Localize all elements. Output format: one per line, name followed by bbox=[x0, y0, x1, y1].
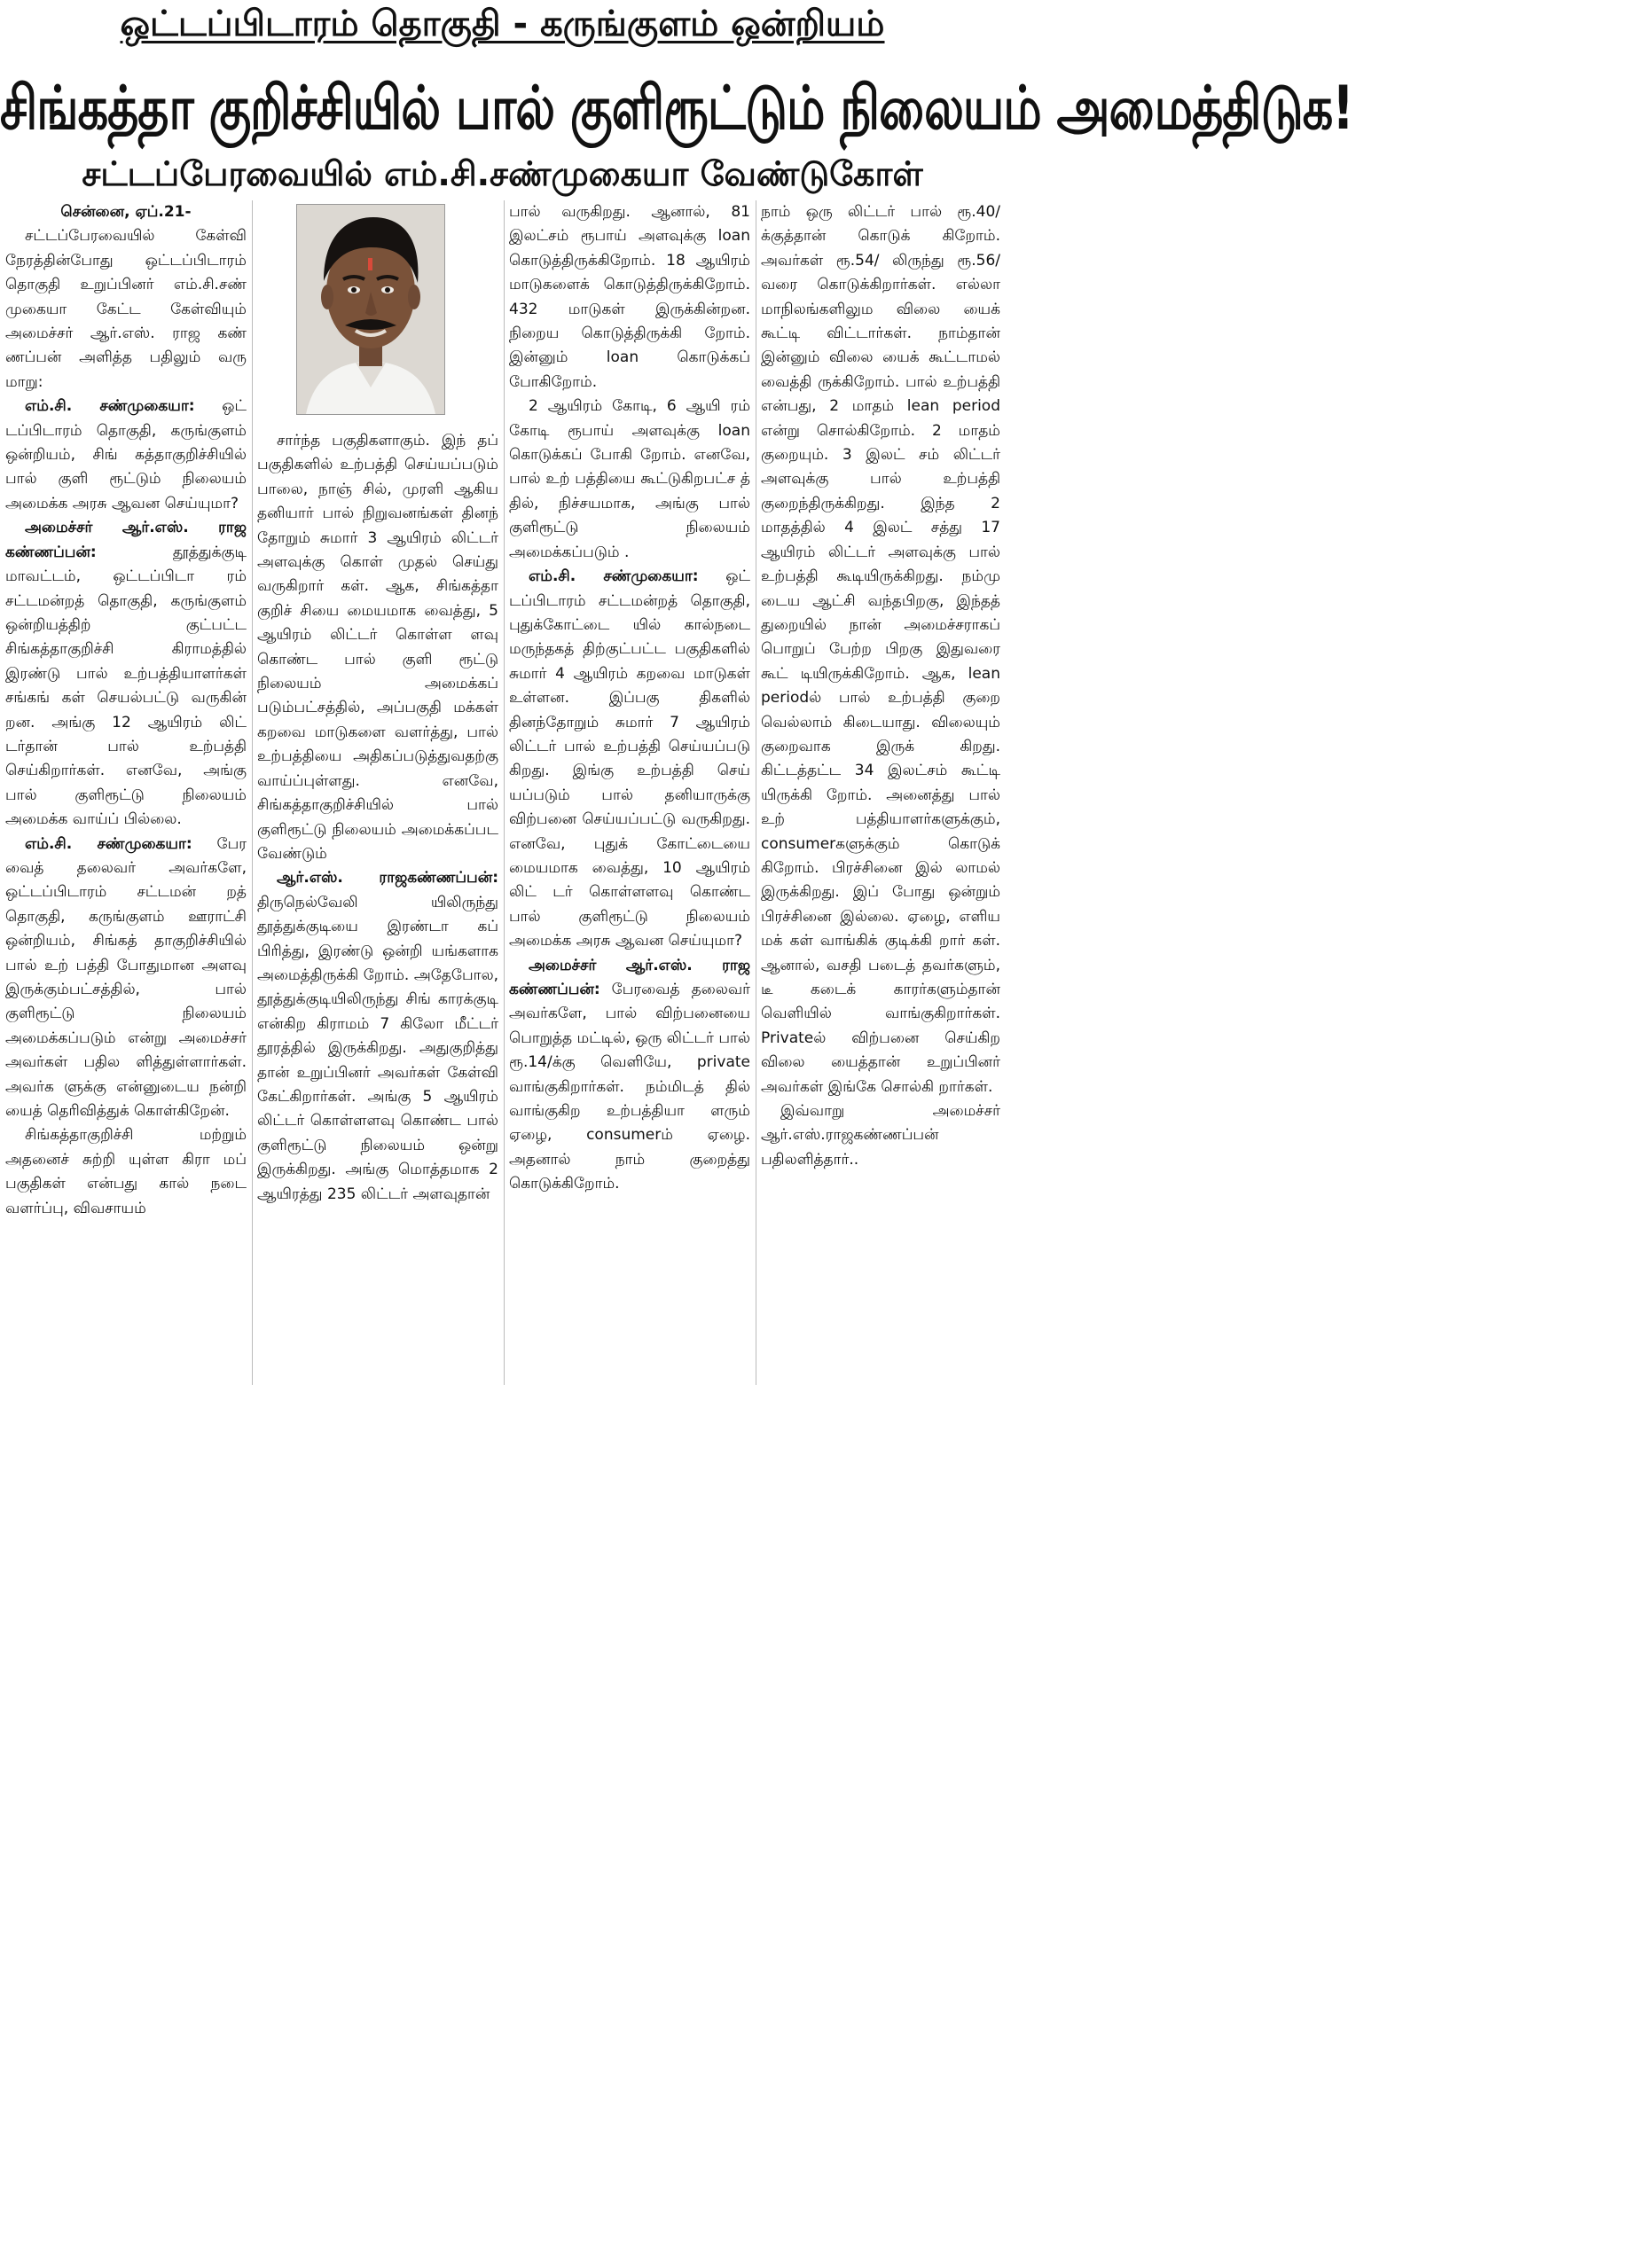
body-paragraph: 2 ஆயிரம் கோடி, 6 ஆயி ரம் கோடி ரூபாய் அளவுக்கு loan கொடுக்கப் போகி றோம். எனவே, பால் உற் பத்தியை கூட்டுகிறபட்ச த் தில், நிச்சயமாக, அங்கு பால் குளிரூட்டு நிலையம் அமைக்கப்படும் . bbox=[509, 397, 750, 561]
paragraph-text: தூத்துக்குடி மாவட்டம், ஒட்டப்பிடா ரம் சட்டமன்றத் தொகுதி, கருங்குளம் ஒன்றியத்திற் குட்பட்ட சிங்கத்தாகுறிச்சி கிராமத்தில் இரண்டு பால் உற்பத்தியாளர்கள் சங்கங் கள் செயல்பட்டு வருகின் றன. அங்கு 12 ஆயிரம் லிட் டர்தான் பால் உற்பத்தி செய்கிறார்கள். எனவே, அங்கு பால் குளிரூட்டு நிலையம் அமைக்க வாய்ப் பில்லை. bbox=[5, 543, 247, 829]
question-paragraph bbox=[509, 565, 750, 954]
answer-paragraph bbox=[257, 866, 498, 1207]
column-divider bbox=[252, 200, 253, 1385]
paragraph-text: பேரவைத் தலைவர் அவர்களே, பால் விற்பனையை பொறுத்த மட்டில், ஒரு லிட்டர் பால் ரூ.14/க்கு வெளியே, private வாங்குகிறார்கள். நம்மிடத் தில் வாங்குகிற உற்பத்தியா ளரும் ஏழை, consumerம் ஏழை. அதனால் நாம் குறைத்து கொடுக்கிறோம். bbox=[509, 981, 750, 1193]
body-paragraph: பால் வருகிறது. ஆனால், 81 இலட்சம் ரூபாய் அளவுக்கு loan கொடுத்திருக்கிறோம். 18 ஆயிரம் மாடுகளைக் கொடுத்திருக்கிறோம். 432 மாடுகள் இருக்கின்றன. நிறைய கொடுத்திருக்கி றோம். இன்னும் loan கொடுக்கப் போகிறோம். bbox=[509, 203, 750, 391]
speaker-label: அமைச்சர் ஆர்.எஸ். ராஜ கண்ணப்பன்: bbox=[5, 519, 247, 561]
headline: சிங்கத்தா குறிச்சியில் பால் குளிரூட்டும் நிலையம் அமைத்திடுக! bbox=[0, 73, 1353, 144]
article-column-3 bbox=[509, 200, 750, 1385]
speaker-label: ஆர்.எஸ். ராஜகண்ணப்பன்: bbox=[277, 869, 498, 888]
article-column-2 bbox=[257, 429, 498, 1385]
kicker-line bbox=[0, 2, 1005, 46]
speaker-label: எம்.சி. சண்முகையா: bbox=[529, 567, 699, 586]
portrait-illustration bbox=[297, 205, 444, 414]
article-column-1 bbox=[5, 200, 247, 1385]
paragraph-text: பேர வைத் தலைவர் அவர்களே, ஒட்டப்பிடாரம் சட்டமன் றத் தொகுதி, கருங்குளம் ஊராட்சி ஒன்றியம், சிங்கத் தாகுறிச்சியில் பால் உற் பத்தி போதுமான அளவு இருக்கும்பட்சத்தில், பால் குளிரூட்டு நிலையம் அமைக்கப்படும் என்று அமைச்சர் அவர்கள் பதில ளித்துள்ளார்கள். அவர்க ளுக்கு என்னுடைய நன்றி யைத் தெரிவித்துக் கொள்கிறேன். bbox=[5, 834, 247, 1121]
dateline: சென்னை, ஏப்.21- bbox=[60, 203, 192, 221]
portrait-photo bbox=[296, 204, 445, 415]
speaker-label: அமைச்சர் ஆர்.எஸ். ராஜ கண்ணப்பன்: bbox=[509, 956, 750, 998]
paragraph-text: திருநெல்வேலி யிலிருந்து தூத்துக்குடியை இரண்டா கப் பிரித்து, இரண்டு ஒன்றி யங்களாக அமைத்திருக்கி றோம். அதேபோல, தூத்துக்குடியிலிருந்து சிங் காரக்குடி என்கிற கிராமம் 7 கிலோ மீட்டர் தூரத்தில் இருக்கிறது. அதுகுறித்து தான் உறுப்பினர் அவர்கள் கேள்வி கேட்கிறார்கள். அங்கு 5 ஆயிரம் லிட்டர் கொள்ளளவு கொண்ட பால் குளிரூட்டு நிலையம் ஒன்று இருக்கிறது. அங்கு மொத்தமாக 2 ஆயிரத்து 235 லிட்டர் அளவுதான் bbox=[257, 893, 498, 1203]
paragraph-text: ஒட் டப்பிடாரம் தொகுதி, கருங்குளம் ஒன்றியம், சிங் கத்தாகுறிச்சியில் பால் குளி ரூட்டும் நிலையம் அமைக்க அரசு ஆவன செய்யுமா? bbox=[5, 397, 247, 512]
subheadline: சட்டப்பேரவையில் எம்.சி.சண்முகையா வேண்டுகோள் bbox=[82, 154, 923, 193]
question-paragraph bbox=[5, 833, 247, 1124]
article-column-4 bbox=[761, 200, 1000, 1385]
answer-paragraph bbox=[509, 954, 750, 1197]
speaker-label: எம்.சி. சண்முகையா: bbox=[25, 834, 192, 853]
column-divider bbox=[504, 200, 505, 1385]
answer-paragraph bbox=[5, 516, 247, 832]
question-paragraph bbox=[5, 395, 247, 516]
body-paragraph: சிங்கத்தாகுறிச்சி மற்றும் அதனைச் சுற்றி யுள்ள கிரா மப் பகுதிகள் என்பது கால் நடை வளர்ப்பு, விவசாயம் bbox=[5, 1126, 247, 1217]
closing-paragraph: இவ்வாறு அமைச்சர் ஆர்.எஸ்.ராஜகண்ணப்பன் பதிலளித்தார்.. bbox=[761, 1102, 1000, 1169]
body-paragraph: நாம் ஒரு லிட்டர் பால் ரூ.40/க்குத்தான் கொடுக் கிறோம். அவர்கள் ரூ.54/ லிருந்து ரூ.56/ வரை கொடுக்கிறார்கள். எல்லா மாநிலங்களிலும விலை யைக் கூட்டி விட்டார்கள். நாம்தான் இன்னும் விலை யைக் கூட்டாமல் வைத்தி ருக்கிறோம். பால் உற்பத்தி என்பது, 2 மாதம் lean period என்று சொல்கிறோம். 2 மாதம் குறையும். 3 இலட் சம் லிட்டர் அளவுக்கு பால் உற்பத்தி குறைந்திருக்கிறது. இந்த 2 மாதத்தில் 4 இலட் சத்து 17 ஆயிரம் லிட்டர் அளவுக்கு பால் உற்பத்தி கூடியிருக்கிறது. நம்மு டைய ஆட்சி வந்தபிறகு, இந்தத் துறையில் நான் அமைச்சராகப் பொறுப் பேற்ற பிறகு இதுவரை கூட் டியிருக்கிறோம். ஆக, lean periodல் பால் உற்பத்தி குறை வெல்லாம் கிடையாது. விலையும் குறைவாக இருக் கிறது. கிட்டத்தட்ட 34 இலட்சம் கூட்டி யிருக்கி றோம். அனைத்து பால் உற் பத்தியாளர்களுக்கும், consumerகளுக்கும் கொடுக் கிறோம். பிரச்சினை இல் லாமல் இருக்கிறது. இப் போது ஒன்றும் பிரச்சினை இல்லை. ஏழை, எளிய மக் கள் வாங்கிக் குடிக்கி றார் கள். ஆனால், வசதி படைத் தவர்களும், டீ கடைக் காரர்களும்தான் வெளியில் வாங்குகிறார்கள். Privateல் விற்பனை செய்கிற விலை யைத்தான் உறுப்பினர் அவர்கள் இங்கே சொல்கி றார்கள். bbox=[761, 203, 1000, 1096]
paragraph-text: ஒட் டப்பிடாரம் சட்டமன்றத் தொகுதி, புதுக்கோட்டை யில் கால்நடை மருந்தகத் திற்குட்பட்ட பகுதிகளில் சுமார் 4 ஆயிரம் கறவை மாடுகள் உள்ளன. இப்பகு திகளில் தினந்தோறும் சுமார் 7 ஆயிரம் லிட்டர் பால் உற்பத்தி செய்யப்படு கிறது. இங்கு உற்பத்தி செய் யப்படும் பால் தனியாருக்கு விற்பனை செய்யப்பட்டு வருகிறது. எனவே, புதுக் கோட்டையை மையமாக வைத்து, 10 ஆயிரம் லிட் டர் கொள்ளளவு கொண்ட பால் குளிரூட்டு நிலையம் அமைக்க அரசு ஆவன செய்யுமா? bbox=[509, 567, 750, 950]
body-paragraph: சார்ந்த பகுதிகளாகும். இந் தப் பகுதிகளில் உற்பத்தி செய்யப்படும் பாலை, நாஞ் சில், முரளி ஆகிய தனியார் பால் நிறுவனங்கள் தினந் தோறும் சுமார் 3 ஆயிரம் லிட்டர் அளவுக்கு கொள் முதல் செய்து வருகிறார் கள். ஆக, சிங்கத்தா குறிச் சியை மையமாக வைத்து, 5 ஆயிரம் லிட்டர் கொள்ள ளவு கொண்ட பால் குளி ரூட்டு நிலையம் அமைக்கப் படும்பட்சத்தில், அப்பகுதி மக்கள் கறவை மாடுகளை வளர்த்து, பால் உற்பத்தியை அதிகப்படுத்துவதற்கு வாய்ப்புள்ளது. எனவே, சிங்கத்தாகுறிச்சியில் பால் குளிரூட்டு நிலையம் அமைக்கப்பட வேண்டும் bbox=[257, 432, 498, 863]
intro-paragraph: சட்டப்பேரவையில் கேள்வி நேரத்தின்போது ஒட்டப்பிடாரம் தொகுதி உறுப்பினர் எம்.சி.சண் முகையா கேட்ட கேள்வியும் அமைச்சர் ஆர்.எஸ். ராஜ கண் ணப்பன் அளித்த பதிலும் வரு மாறு: bbox=[5, 227, 247, 391]
kicker-text: ஒட்டப்பிடாரம் தொகுதி - கருங்குளம் ஒன்றியம் bbox=[120, 4, 885, 44]
speaker-label: எம்.சி. சண்முகையா: bbox=[25, 397, 195, 416]
